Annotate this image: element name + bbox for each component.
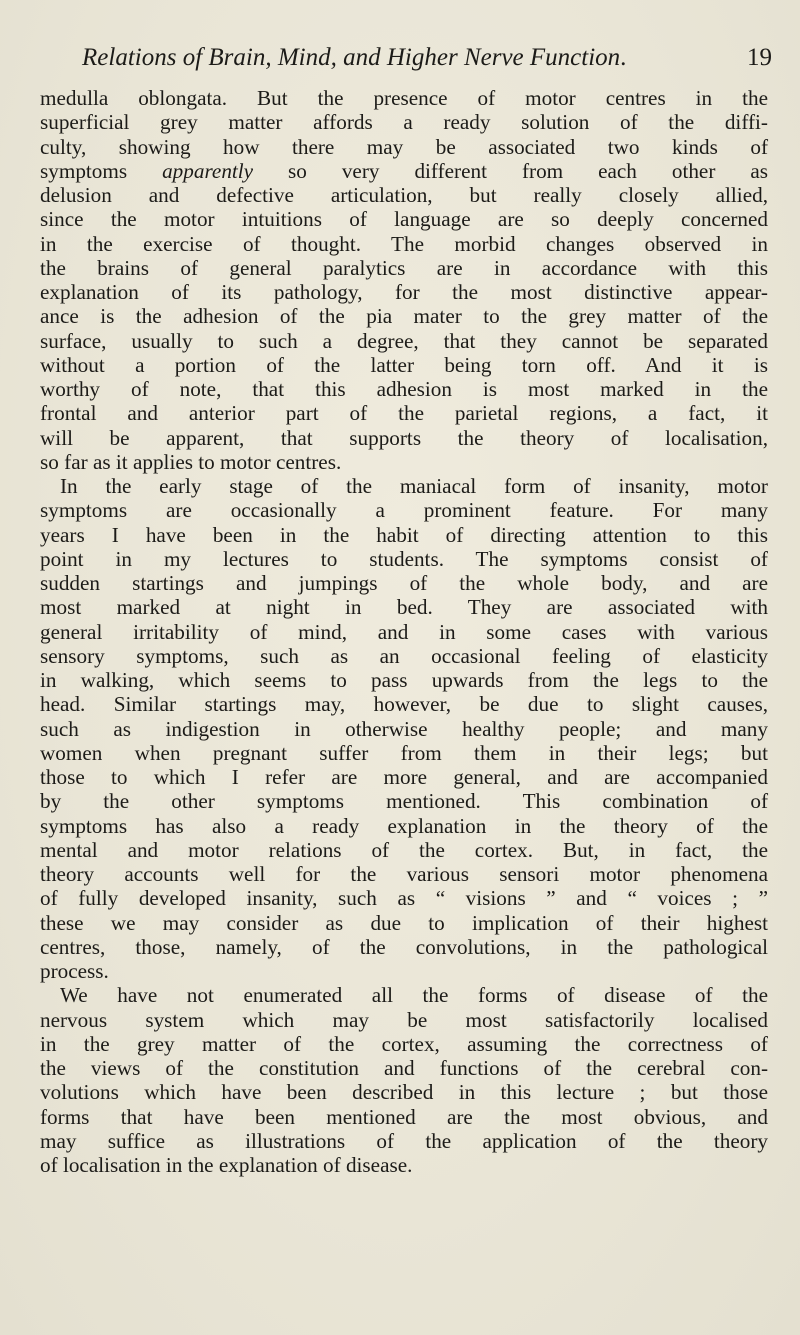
text-line: culty, showing how there may be associated two kinds of	[40, 134, 768, 159]
text-line: those to which I refer are more general, and are accompanied	[40, 765, 768, 789]
text-line: of fully developed insanity, such as “ visions ” and “ voices ; ”	[40, 886, 768, 911]
text-line: frontal and anterior part of the parietal regions, a fact, it	[40, 401, 768, 426]
text-line-paragraph-end: of localisation in the explanation of disease.	[40, 1153, 413, 1177]
text-line: symptoms are occasionally a prominent feature. For many	[40, 498, 768, 523]
title-higher-nerve-function: Higher Nerve Function	[386, 44, 621, 71]
text-line-paragraph-start: We have not enumerated all the forms of disease of the	[60, 983, 768, 1008]
text-line: mental and motor relations of the cortex. But, in fact, the	[40, 837, 768, 862]
text-line: may suffice as illustrations of the application of the theory	[40, 1128, 768, 1153]
text-line: centres, those, namely, of the convolutions, in the pathological	[40, 934, 768, 959]
text-line: theory accounts well for the various sensori motor phenomena	[40, 862, 768, 886]
text-line: will be apparent, that supports the theory of localisation,	[40, 425, 768, 450]
text-line: since the motor intuitions of language are so deeply concerned	[40, 207, 768, 232]
title-and: , and	[330, 44, 387, 71]
text-line-paragraph-end: so far as it applies to motor centres.	[40, 449, 342, 474]
text-line: surface, usually to such a degree, that they cannot be separated	[40, 328, 768, 353]
text-line: sudden startings and jumpings of the whole body, and are	[40, 571, 768, 595]
text-line: forms that have been mentioned are the most obvious, and	[40, 1104, 768, 1129]
text-line: by the other symptoms mentioned. This combination of	[40, 789, 768, 814]
text-line: without a portion of the latter being torn off. And it is	[40, 352, 768, 377]
title-brain: Brain	[208, 44, 266, 71]
text-line: symptoms has also a ready explanation in the theory of the	[40, 813, 768, 838]
title-relations: Relations	[82, 44, 177, 71]
text-line	[40, 159, 768, 183]
running-head	[82, 40, 772, 76]
text-line: in the exercise of thought. The morbid changes observed in	[40, 231, 768, 256]
text-fragment: so very different from each other as	[253, 158, 768, 183]
text-line: superficial grey matter affords a ready solution of the diffi-	[40, 110, 768, 135]
text-line: head. Similar startings may, however, be due to slight causes,	[40, 692, 768, 717]
title-period: .	[620, 44, 627, 71]
text-line: delusion and defective articulation, but really closely allied,	[40, 183, 768, 207]
text-line: women when pregnant suffer from them in their legs; but	[40, 740, 768, 765]
title-comma-1: ,	[265, 44, 278, 71]
text-line: general irritability of mind, and in some cases with various	[40, 619, 768, 644]
text-line: sensory symptoms, such as an occasional feeling of elasticity	[40, 643, 768, 668]
text-line-paragraph-start: In the early stage of the maniacal form of insanity, motor	[60, 474, 768, 498]
text-line: most marked at night in bed. They are associated with	[40, 595, 768, 620]
text-line: these we may consider as due to implication of their highest	[40, 910, 768, 935]
running-title	[82, 40, 626, 76]
text-line: the brains of general paralytics are in accordance with this	[40, 255, 768, 280]
page-number: 19	[747, 44, 772, 71]
text-line: the views of the constitution and functions of the cerebral con-	[40, 1056, 768, 1080]
text-line: volutions which have been described in this lecture ; but those	[40, 1080, 768, 1105]
text-line: in the grey matter of the cortex, assuming the correctness of	[40, 1031, 768, 1056]
text-line: ance is the adhesion of the pia mater to the grey matter of the	[40, 304, 768, 329]
text-line-paragraph-end: process.	[40, 959, 109, 983]
text-line: years I have been in the habit of directing attention to this	[40, 522, 768, 547]
text-line: in walking, which seems to pass upwards from the legs to the	[40, 668, 768, 692]
text-line: point in my lectures to students. The symptoms consist of	[40, 546, 768, 571]
title-of: of	[176, 44, 209, 71]
title-mind: Mind	[277, 44, 331, 71]
body-text	[40, 86, 768, 1177]
text-line: nervous system which may be most satisfactorily localised	[40, 1007, 768, 1032]
text-line: such as indigestion in otherwise healthy people; and many	[40, 716, 768, 741]
text-line: medulla oblongata. But the presence of motor centres in the	[40, 86, 768, 110]
text-line: worthy of note, that this adhesion is most marked in the	[40, 377, 768, 401]
text-line: explanation of its pathology, for the most distinctive appear-	[40, 280, 768, 304]
emphasis-apparently: apparently	[162, 158, 254, 183]
text-fragment: symptoms	[40, 158, 163, 183]
